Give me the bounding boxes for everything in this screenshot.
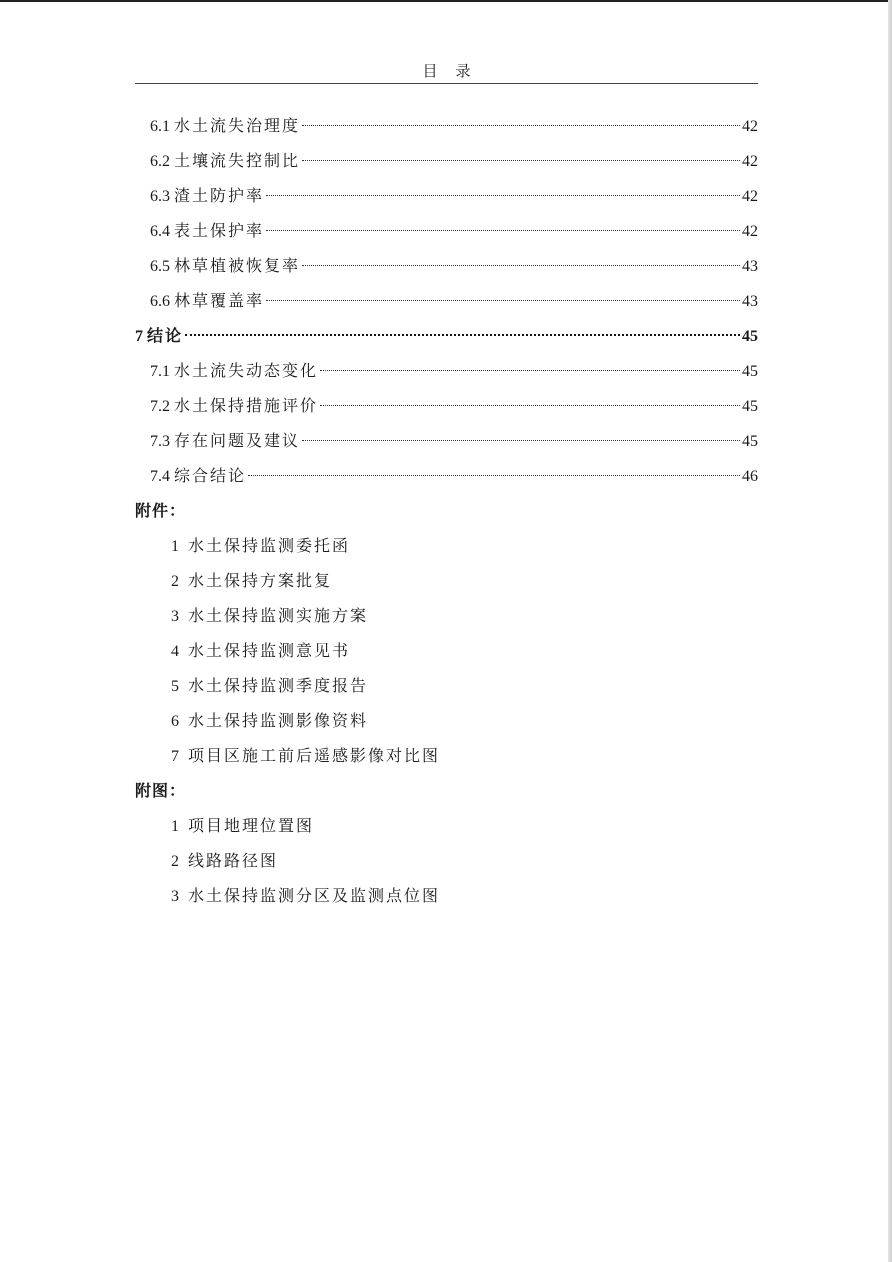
toc-dot-leader	[302, 160, 740, 161]
attachment-number: 3	[171, 608, 179, 625]
toc-entry-page: 42	[742, 118, 758, 135]
attachment-title: 水土保持监测季度报告	[188, 676, 369, 695]
toc-section-entry[interactable]	[135, 353, 758, 388]
figure-item	[135, 843, 758, 878]
figure-title: 项目地理位置图	[188, 816, 315, 835]
toc-entry-number: 7	[135, 328, 143, 345]
top-border	[0, 0, 892, 2]
attachment-item	[135, 598, 758, 633]
attachment-number: 7	[171, 748, 179, 765]
toc-entry-number: 7.2	[150, 398, 170, 415]
attachments-heading: 附件：	[135, 501, 187, 520]
figure-number: 1	[171, 818, 179, 835]
attachment-title: 水土保持监测意见书	[188, 641, 351, 660]
toc-entry-page: 42	[742, 153, 758, 170]
figures-list	[135, 808, 758, 913]
toc-entry-page: 42	[742, 188, 758, 205]
figure-title: 水土保持监测分区及监测点位图	[188, 886, 441, 905]
figure-title: 线路路径图	[188, 851, 279, 870]
toc-entry-page: 45	[742, 363, 758, 380]
toc-section-entry[interactable]	[135, 213, 758, 248]
attachment-title: 水土保持方案批复	[188, 571, 333, 590]
attachment-item	[135, 738, 758, 773]
page-header-title: 目录	[422, 62, 489, 80]
toc-entry-number: 6.2	[150, 153, 170, 170]
toc-section-entry[interactable]	[135, 108, 758, 143]
toc-entries	[135, 108, 758, 493]
attachment-title: 水土保持监测委托函	[188, 536, 351, 555]
figure-item	[135, 878, 758, 913]
attachment-item	[135, 668, 758, 703]
toc-dot-leader	[320, 405, 740, 406]
attachment-item	[135, 528, 758, 563]
toc-entry-title: 林草覆盖率	[174, 291, 265, 310]
toc-entry-number: 6.1	[150, 118, 170, 135]
figure-item	[135, 808, 758, 843]
toc-section-entry[interactable]	[135, 178, 758, 213]
toc-section-entry[interactable]	[135, 388, 758, 423]
attachment-item	[135, 703, 758, 738]
toc-section-entry[interactable]	[135, 458, 758, 493]
figures-heading: 附图：	[135, 781, 187, 800]
toc-dot-leader	[248, 475, 740, 476]
toc-entry-number: 6.3	[150, 188, 170, 205]
toc-entry-title: 水土流失动态变化	[174, 361, 319, 380]
toc-entry-title: 水土流失治理度	[174, 116, 301, 135]
toc-entry-title: 综合结论	[174, 466, 247, 485]
toc-entry-title: 林草植被恢复率	[174, 256, 301, 275]
attachment-number: 1	[171, 538, 179, 555]
toc-dot-leader	[302, 265, 740, 266]
attachment-title: 水土保持监测实施方案	[188, 606, 369, 625]
toc-dot-leader	[266, 195, 740, 196]
page-edge-shadow	[888, 0, 892, 1262]
toc-entry-number: 7.1	[150, 363, 170, 380]
toc-section-entry[interactable]	[135, 143, 758, 178]
attachment-number: 5	[171, 678, 179, 695]
attachment-number: 4	[171, 643, 179, 660]
attachment-number: 6	[171, 713, 179, 730]
toc-section-entry[interactable]	[135, 423, 758, 458]
toc-entry-page: 45	[742, 328, 758, 345]
table-of-contents	[135, 108, 758, 913]
toc-chapter-entry[interactable]	[135, 318, 758, 353]
attachment-item	[135, 633, 758, 668]
toc-entry-title: 土壤流失控制比	[174, 151, 301, 170]
toc-entry-title: 水土保持措施评价	[174, 396, 319, 415]
toc-section-entry[interactable]	[135, 248, 758, 283]
toc-entry-page: 43	[742, 258, 758, 275]
toc-dot-leader	[302, 125, 740, 126]
toc-entry-page: 43	[742, 293, 758, 310]
header-rule	[135, 83, 758, 84]
toc-entry-number: 7.3	[150, 433, 170, 450]
toc-entry-page: 42	[742, 223, 758, 240]
toc-entry-number: 6.5	[150, 258, 170, 275]
attachment-title: 项目区施工前后遥感影像对比图	[188, 746, 441, 765]
toc-entry-title: 表土保护率	[174, 221, 265, 240]
attachment-item	[135, 563, 758, 598]
toc-entry-page: 45	[742, 433, 758, 450]
toc-dot-leader	[320, 370, 740, 371]
toc-entry-title: 存在问题及建议	[174, 431, 301, 450]
attachment-title: 水土保持监测影像资料	[188, 711, 369, 730]
attachments-list	[135, 528, 758, 773]
toc-dot-leader	[266, 300, 740, 301]
toc-entry-page: 46	[742, 468, 758, 485]
toc-entry-number: 6.4	[150, 223, 170, 240]
toc-section-entry[interactable]	[135, 283, 758, 318]
toc-entry-number: 7.4	[150, 468, 170, 485]
figure-number: 3	[171, 888, 179, 905]
toc-entry-number: 6.6	[150, 293, 170, 310]
toc-entry-page: 45	[742, 398, 758, 415]
toc-dot-leader	[266, 230, 740, 231]
toc-dot-leader	[185, 334, 740, 336]
toc-dot-leader	[302, 440, 740, 441]
toc-entry-title: 渣土防护率	[174, 186, 265, 205]
toc-entry-title: 结论	[147, 326, 184, 345]
attachment-number: 2	[171, 573, 179, 590]
figure-number: 2	[171, 853, 179, 870]
